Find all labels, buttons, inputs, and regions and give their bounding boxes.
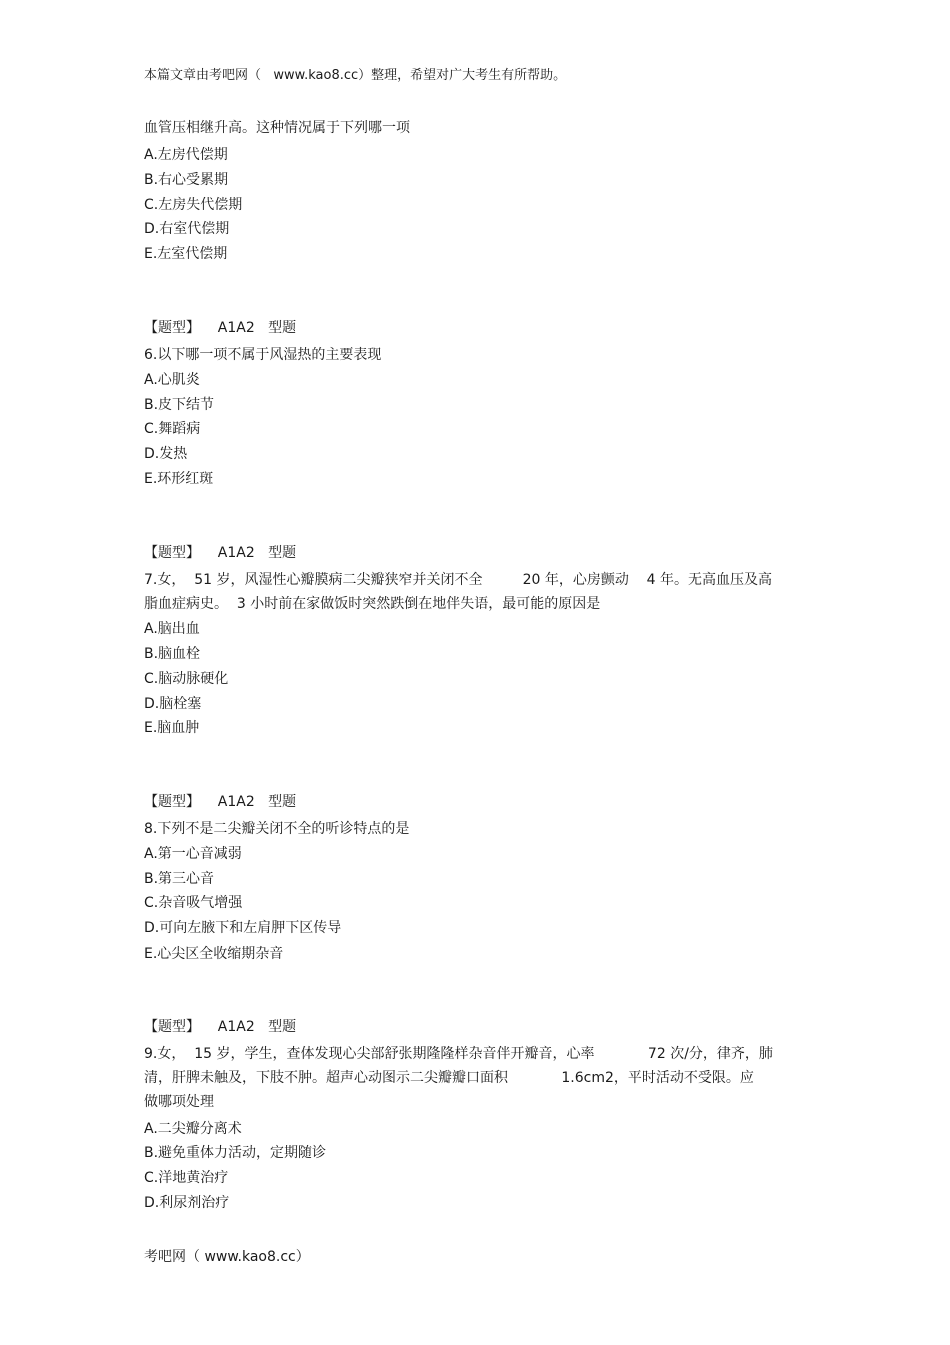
- option-e: E.脑血肿: [144, 720, 200, 736]
- page-header: 本篇文章由考吧网（ www.kao8.cc）整理，希望对广大考生有所帮助。: [144, 68, 567, 83]
- question-type-label: 【题型】 A1A2 型题: [144, 320, 297, 336]
- option-c: C.舞蹈病: [144, 421, 201, 437]
- option-d: D.可向左腋下和左肩胛下区传导: [144, 920, 342, 936]
- question-type-label: 【题型】 A1A2 型题: [144, 794, 297, 810]
- option-a: A.第一心音减弱: [144, 846, 242, 862]
- option-e: E.心尖区全收缩期杂音: [144, 946, 284, 962]
- option-b: B.右心受累期: [144, 172, 229, 188]
- option-b: B.避免重体力活动，定期随诊: [144, 1145, 327, 1161]
- option-a: A.左房代偿期: [144, 147, 228, 163]
- option-e: E.环形红斑: [144, 471, 214, 487]
- option-d: D.右室代偿期: [144, 221, 230, 237]
- question-stem-line-2: 脂血症病史。 3 小时前在家做饭时突然跌倒在地伴失语，最可能的原因是: [144, 596, 601, 612]
- option-a: A.二尖瓣分离术: [144, 1121, 242, 1137]
- option-c: C.左房失代偿期: [144, 197, 243, 213]
- option-b: B.第三心音: [144, 871, 215, 887]
- question-stem-line-2: 清，肝脾未触及，下肢不肿。超声心动图示二尖瓣瓣口面积 1.6cm2，平时活动不受限。应: [144, 1070, 754, 1086]
- question-stem: 8.下列不是二尖瓣关闭不全的听诊特点的是: [144, 821, 410, 837]
- question-type-label: 【题型】 A1A2 型题: [144, 1019, 297, 1035]
- question-stem: 血管压相继升高。这种情况属于下列哪一项: [144, 120, 410, 136]
- option-d: D.发热: [144, 446, 188, 462]
- question-stem-line-1: 7.女， 51 岁，风湿性心瓣膜病二尖瓣狭窄并关闭不全 20 年，心房颤动 4 年。无高血压及高: [144, 572, 772, 588]
- option-a: A.心肌炎: [144, 372, 200, 388]
- option-d: D.脑栓塞: [144, 696, 202, 712]
- option-e: E.左室代偿期: [144, 246, 228, 262]
- question-stem-line-3: 做哪项处理: [144, 1094, 214, 1110]
- question-stem: 6.以下哪一项不属于风湿热的主要表现: [144, 347, 382, 363]
- option-c: C.洋地黄治疗: [144, 1170, 229, 1186]
- question-stem-line-1: 9.女， 15 岁，学生，查体发现心尖部舒张期隆隆样杂音伴开瓣音，心率 72 次/分，律齐，肺: [144, 1046, 773, 1062]
- option-b: B.脑血栓: [144, 646, 201, 662]
- option-c: C.脑动脉硬化: [144, 671, 229, 687]
- question-type-label: 【题型】 A1A2 型题: [144, 545, 297, 561]
- option-c: C.杂音吸气增强: [144, 895, 243, 911]
- page-footer: 考吧网（ www.kao8.cc）: [144, 1249, 310, 1265]
- option-a: A.脑出血: [144, 621, 200, 637]
- option-b: B.皮下结节: [144, 397, 215, 413]
- option-d: D.利尿剂治疗: [144, 1195, 230, 1211]
